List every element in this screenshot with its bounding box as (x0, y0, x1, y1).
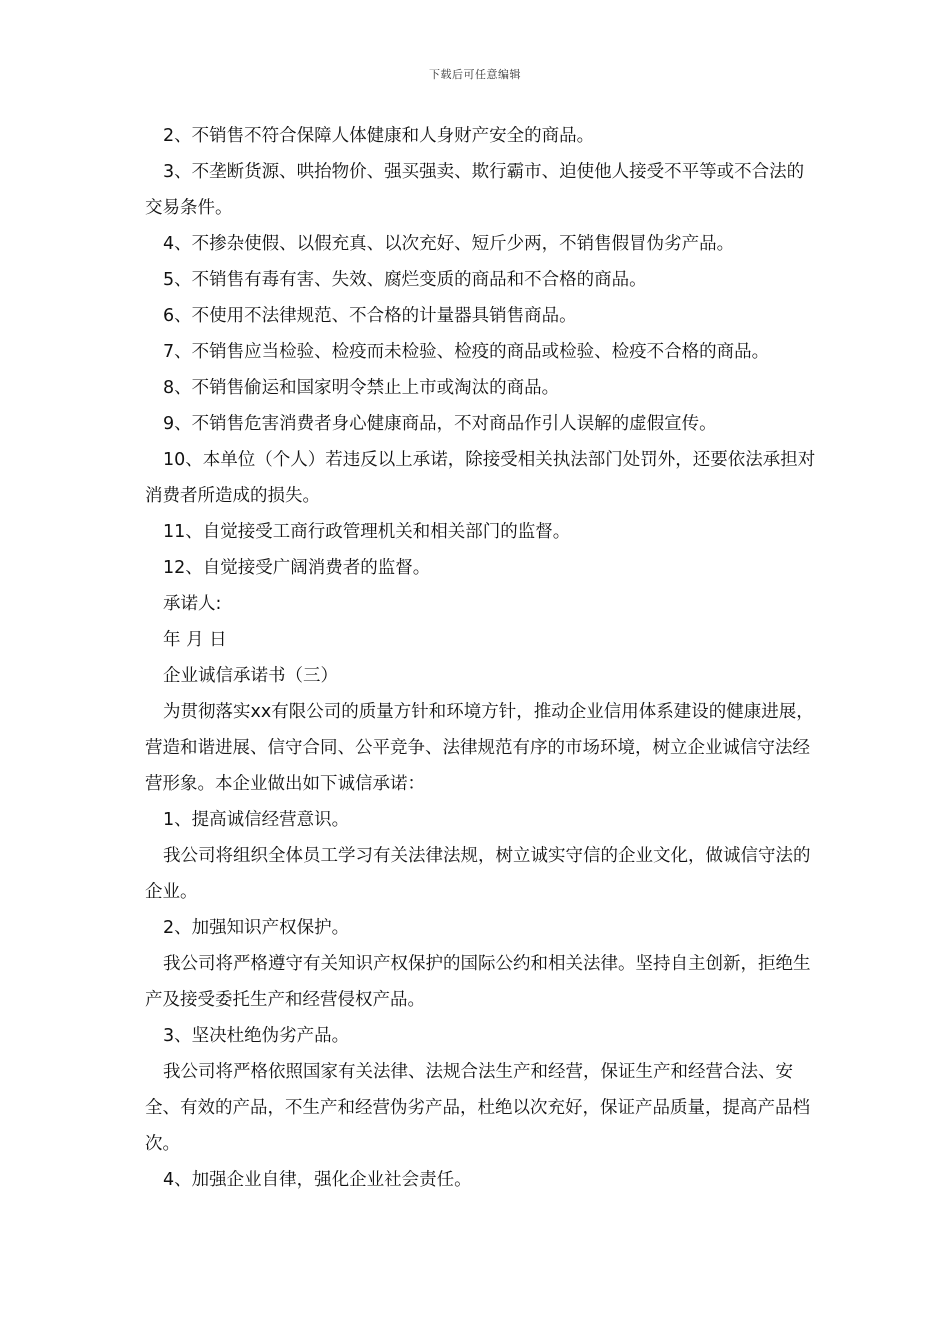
paragraph-text: 5、不销售有毒有害、失效、腐烂变质的商品和不合格的商品。 (163, 270, 647, 290)
paragraph (145, 514, 817, 550)
paragraph (145, 406, 817, 442)
paragraph-text: 承诺人: (163, 594, 222, 614)
paragraph (145, 226, 817, 262)
signatory-label (145, 586, 817, 622)
paragraph-text: 2、不销售不符合保障人体健康和人身财产安全的商品。 (163, 126, 595, 146)
paragraph (145, 550, 817, 586)
paragraph (145, 442, 817, 514)
paragraph-text: 2、加强知识产权保护。 (163, 918, 350, 938)
paragraph-text: 3、不垄断货源、哄抬物价、强买强卖、欺行霸市、迫使他人接受不平等或不合法的交易条件。 (145, 162, 805, 218)
paragraph-text: 年 月 日 (163, 630, 227, 650)
paragraph-text: 4、加强企业自律，强化企业社会责任。 (163, 1170, 472, 1190)
paragraph (145, 298, 817, 334)
paragraph-text: 10、本单位（个人）若违反以上承诺，除接受相关执法部门处罚外，还要依法承担对消费者所造成的损失。 (145, 450, 816, 506)
paragraph (145, 262, 817, 298)
paragraph-text: 为贯彻落实xx有限公司的质量方针和环境方针，推动企业信用体系建设的健康进展，营造和谐进展、信守合同、公平竞争、法律规范有序的市场环境，树立企业诚信守法经营形象。本企业做出如下诚信承诺： (145, 702, 814, 794)
paragraph (145, 838, 817, 910)
paragraph (145, 1162, 817, 1198)
paragraph (145, 1018, 817, 1054)
paragraph (145, 370, 817, 406)
paragraph-text: 12、自觉接受广阔消费者的监督。 (163, 558, 431, 578)
paragraph-text: 我公司将组织全体员工学习有关法律法规，树立诚实守信的企业文化，做诚信守法的企业。 (145, 846, 811, 902)
paragraph (145, 118, 817, 154)
paragraph-text: 4、不掺杂使假、以假充真、以次充好、短斤少两，不销售假冒伪劣产品。 (163, 234, 735, 254)
paragraph-text: 我公司将严格遵守有关知识产权保护的国际公约和相关法律。坚持自主创新，拒绝生产及接受委托生产和经营侵权产品。 (145, 954, 811, 1010)
paragraph-text: 6、不使用不法律规范、不合格的计量器具销售商品。 (163, 306, 577, 326)
paragraph (145, 802, 817, 838)
paragraph-text: 11、自觉接受工商行政管理机关和相关部门的监督。 (163, 522, 571, 542)
paragraph (145, 694, 817, 802)
paragraph (145, 154, 817, 226)
paragraph-text: 7、不销售应当检验、检疫而未检验、检疫的商品或检验、检疫不合格的商品。 (163, 342, 770, 362)
paragraph-text: 3、坚决杜绝伪劣产品。 (163, 1026, 350, 1046)
paragraph (145, 910, 817, 946)
paragraph (145, 946, 817, 1018)
paragraph (145, 334, 817, 370)
paragraph-text: 9、不销售危害消费者身心健康商品，不对商品作引人误解的虚假宣传。 (163, 414, 717, 434)
document-body (145, 118, 817, 1198)
date-line (145, 622, 817, 658)
paragraph-text: 企业诚信承诺书（三） (163, 666, 338, 686)
paragraph-text: 1、提高诚信经营意识。 (163, 810, 350, 830)
paragraph (145, 1054, 817, 1162)
section-title (145, 658, 817, 694)
page-header: 下载后可任意编辑 (429, 68, 521, 81)
paragraph-text: 8、不销售偷运和国家明令禁止上市或淘汰的商品。 (163, 378, 560, 398)
paragraph-text: 我公司将严格依照国家有关法律、法规合法生产和经营，保证生产和经营合法、安全、有效的产品，不生产和经营伪劣产品，杜绝以次充好，保证产品质量，提高产品档次。 (145, 1062, 810, 1154)
